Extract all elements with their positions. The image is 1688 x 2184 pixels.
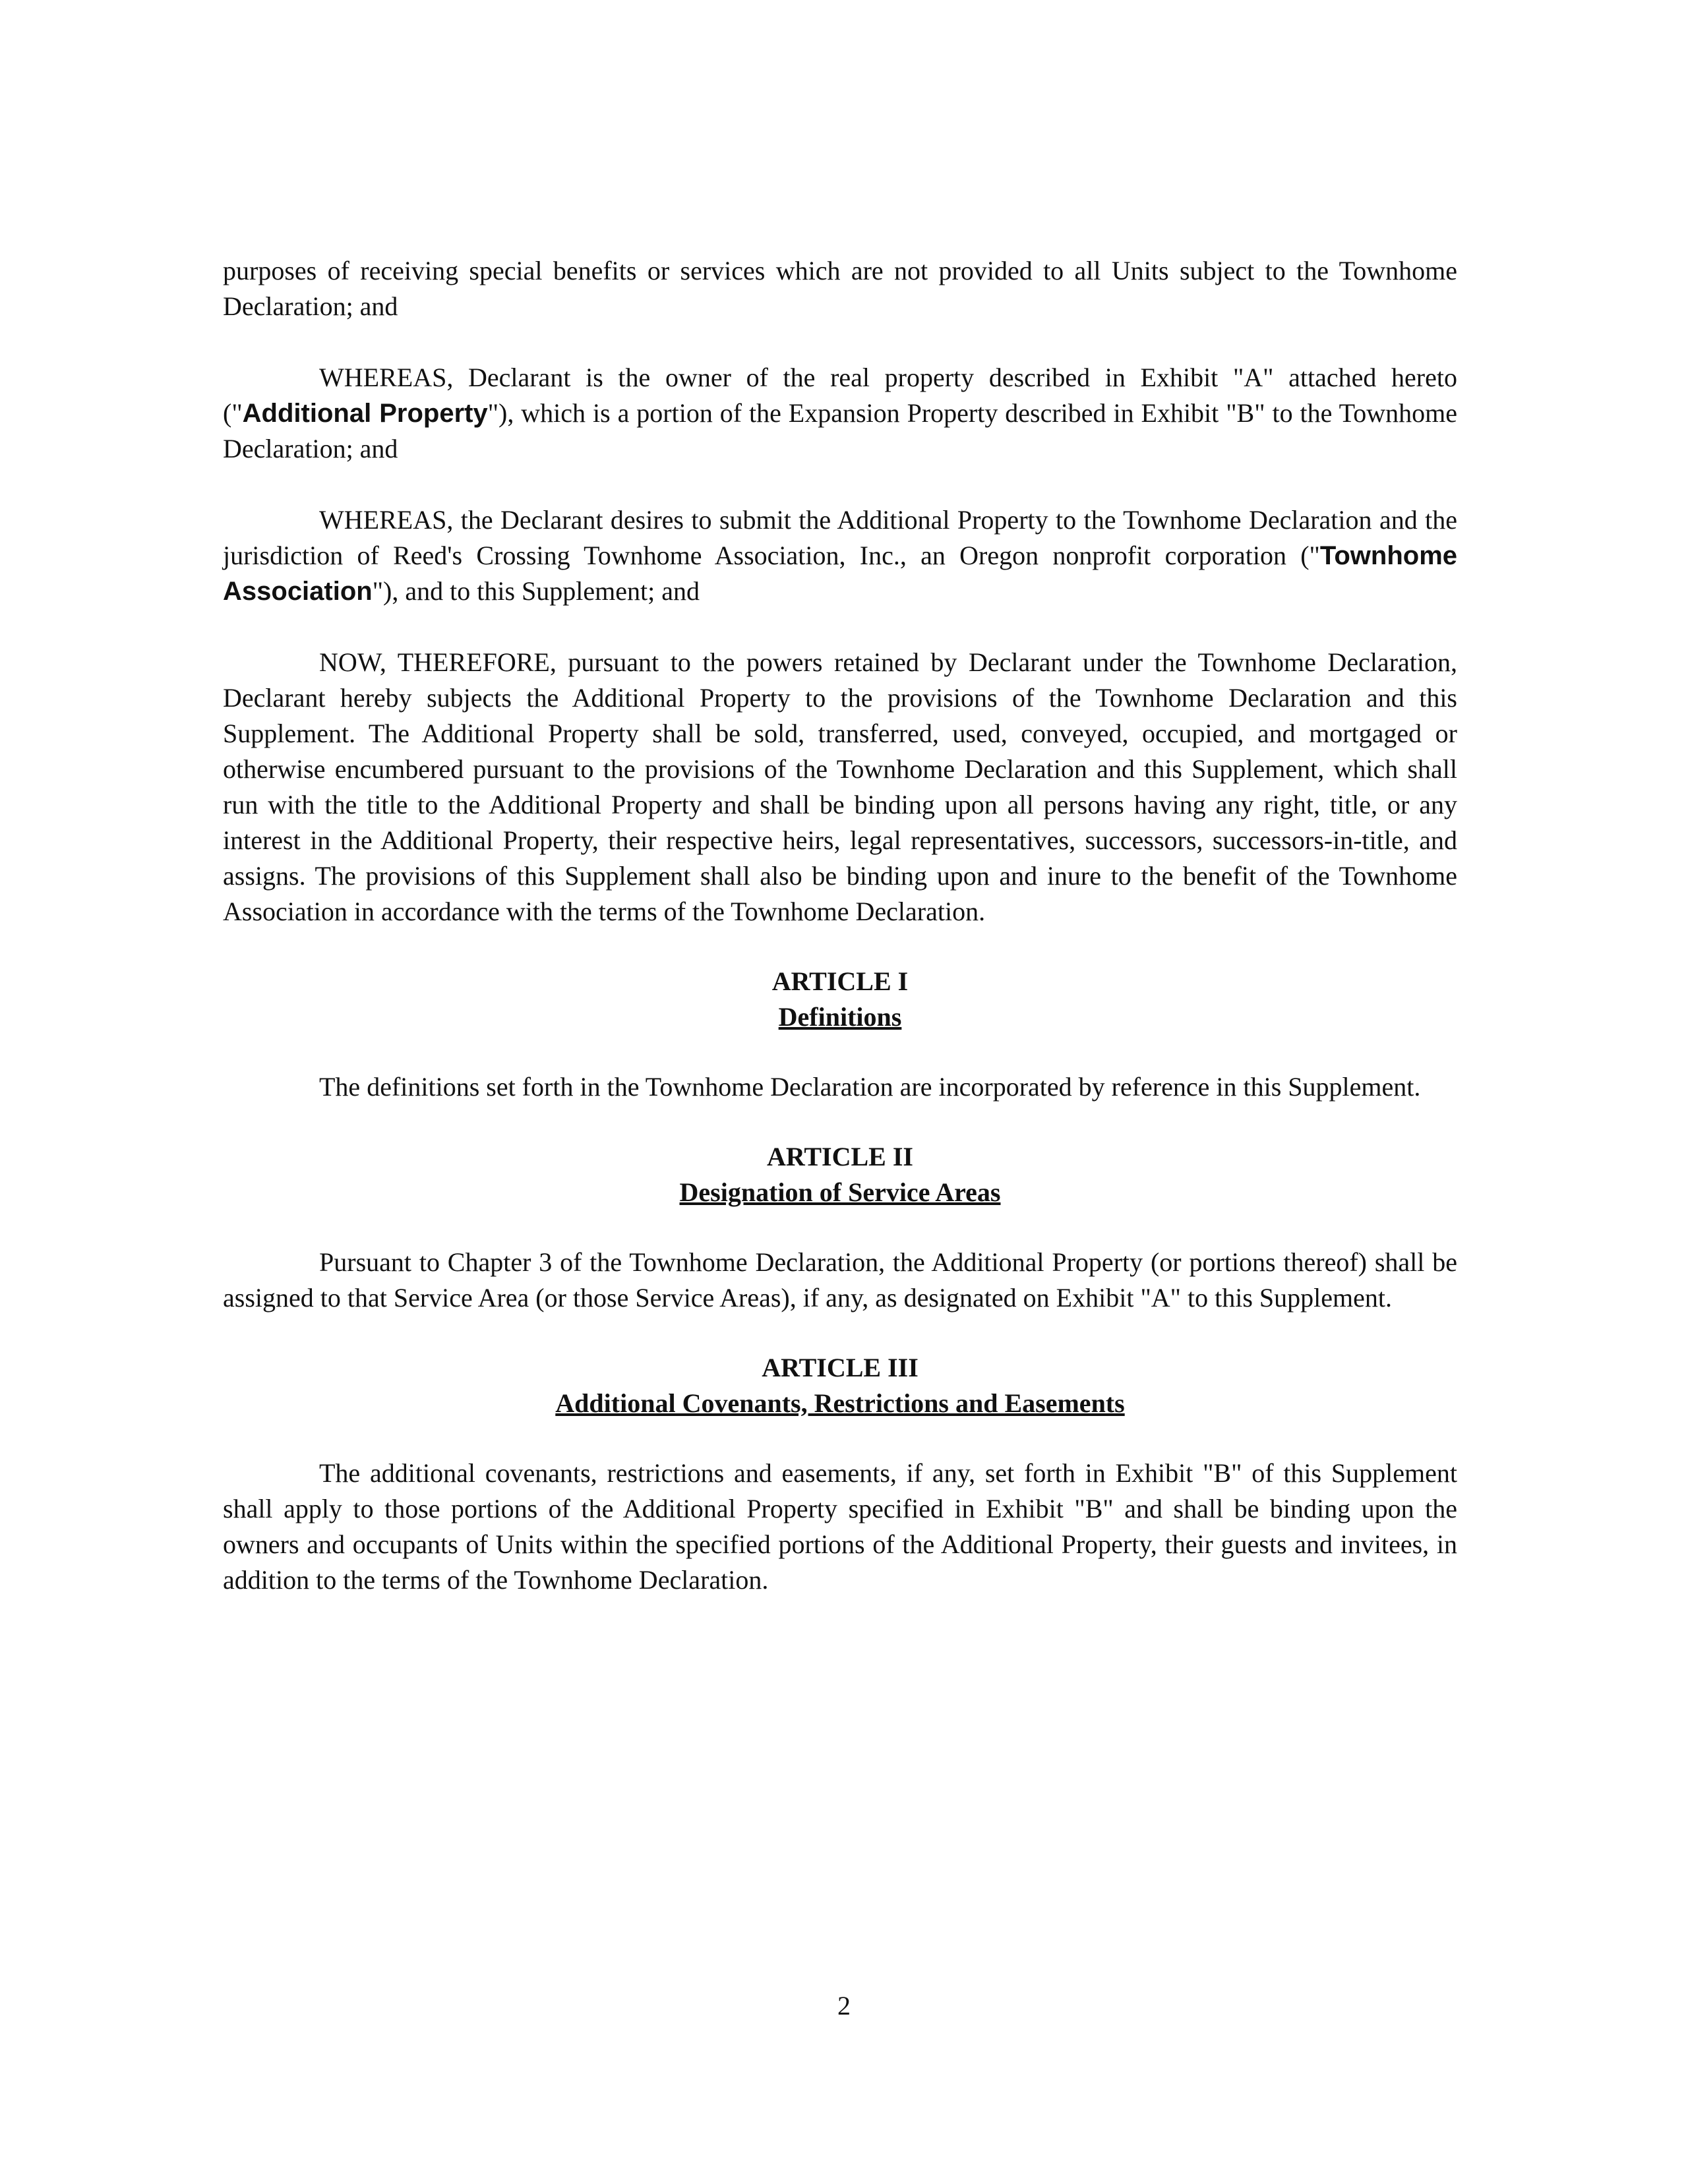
article-1-heading: ARTICLE I	[771, 966, 909, 996]
paragraph-whereas-townhome-association	[223, 502, 1457, 609]
article-2-body: Pursuant to Chapter 3 of the Townhome Declaration, the Additional Property (or portions thereof) shall be assigned to that Service Area (or those Service Areas), if any, as designated on Exhibit "A" to this Supplement.	[223, 1247, 1457, 1313]
document-body	[223, 253, 1457, 1598]
article-1-title: Definitions	[778, 1002, 902, 1032]
whereas1-text-after: "), which is a portion of the Expansion Property described in Exhibit "B" to the Townhome Declaration; and	[223, 398, 1457, 463]
article-3-body: The additional covenants, restrictions and easements, if any, set forth in Exhibit "B" of this Supplement shall apply to those portions of the Additional Property specified in Exhibit "B" and shall be binding upon the owners and occupants of Units within the specified portions of the Additional Property, their guests and invitees, in addition to the terms of the Townhome Declaration.	[223, 1458, 1457, 1595]
article-3-title: Additional Covenants, Restrictions and Easements	[555, 1388, 1125, 1418]
page-number: 2	[837, 1991, 851, 2021]
article-2-title: Designation of Service Areas	[679, 1177, 1001, 1207]
article-2-heading: ARTICLE II	[767, 1142, 913, 1171]
whereas2-text-after: "), and to this Supplement; and	[372, 576, 700, 606]
paragraph-continuation: purposes of receiving special benefits or services which are not provided to all Units subject to the Townhome Declaration; and	[223, 256, 1457, 321]
defined-term-additional-property: Additional Property	[242, 399, 488, 428]
whereas2-text-before: WHEREAS, the Declarant desires to submit the Additional Property to the Townhome Declaration and the jurisdiction of Reed's Crossing Townhome Association, Inc., an Oregon nonprofit corporation ("	[223, 505, 1457, 570]
whereas1-text-before: WHEREAS, Declarant is the owner of the real property described in Exhibit "A" attached hereto ("	[223, 363, 1457, 428]
article-3-heading: ARTICLE III	[762, 1353, 919, 1382]
article-1-body: The definitions set forth in the Townhome Declaration are incorporated by reference in this Supplement.	[319, 1072, 1421, 1102]
paragraph-whereas-additional-property	[223, 360, 1457, 467]
paragraph-now-therefore: NOW, THEREFORE, pursuant to the powers retained by Declarant under the Townhome Declaration, Declarant hereby subjects the Additional Property to the provisions of the Townhome Declaration and this Supplement. The Additional Property shall be sold, transferred, used, conveyed, occupied, and mortgaged or otherwise encumbered pursuant to the provisions of the Townhome Declaration and this Supplement, which shall run with the title to the Additional Property and shall be binding upon all persons having any right, title, or any interest in the Additional Property, their respective heirs, legal representatives, successors, successors-in-title, and assigns. The provisions of this Supplement shall also be binding upon and inure to the benefit of the Townhome Association in accordance with the terms of the Townhome Declaration.	[223, 647, 1457, 926]
defined-term-townhome-association: Townhome Association	[223, 541, 1457, 606]
